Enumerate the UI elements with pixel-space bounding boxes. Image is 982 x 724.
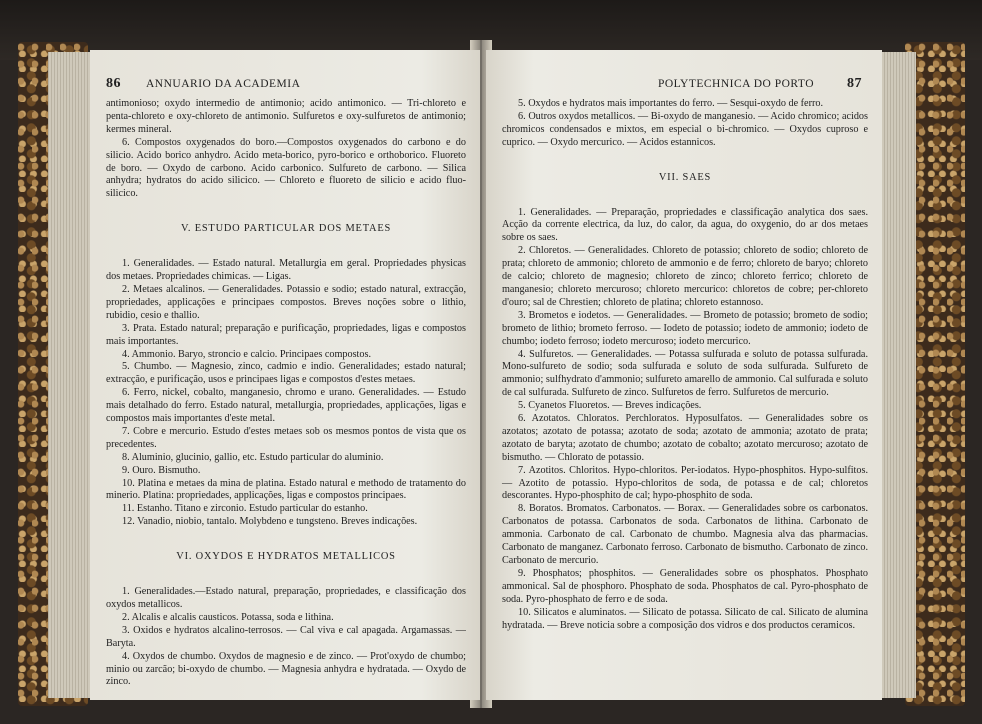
paragraph: 6. Outros oxydos metallicos. — Bi-oxydo de manganesio. — Acido chromico; acidos chromicos condensados e mixtos, em especial o bi-chromico. — Oxydos cuproso e cuprico. — Oxydo mercurico. — Acidos estannicos. xyxy=(502,110,868,148)
section-heading: VII. SAES xyxy=(658,171,712,183)
paragraph: 2. Metaes alcalinos. — Generalidades. Potassio e sodio; estado natural, extracção, propriedades, applicações e principaes compostos. Breves noções sobre o lithio, rubidio, cesio e thallio. xyxy=(106,283,466,321)
paragraph: 2. Alcalis e alcalis causticos. Potassa, soda e lithina. xyxy=(122,611,334,623)
paragraph: 7. Cobre e mercurio. Estudo d'estes metaes sob os mesmos pontos de vista que os precedentes. xyxy=(106,425,466,450)
paragraph: 4. Oxydos de chumbo. Oxydos de magnesio e de zinco. — Prot'oxydo de chumbo; minio ou zarcão; bi-oxydo de chumbo. — Magnesia anhydra e hydratada. — Oxydo de zinco. xyxy=(106,650,466,688)
page-body xyxy=(502,98,868,632)
page-number: 87 xyxy=(847,76,862,91)
page-header xyxy=(106,78,464,94)
paragraph: 6. Azotatos. Chloratos. Perchloratos. Hyposulfatos. — Generalidades sobre os azotatos; azotato de potassa; azotato de soda; azotato de ammonia; azotato de prata; azotato de baryta; azotato de chumbo; azotato de cobalto; azotato mercuroso; azotato de bismutho. — Chlorato de potassio. xyxy=(502,413,868,463)
paragraph: 5. Oxydos e hydratos mais importantes do ferro. — Sesqui-oxydo de ferro. xyxy=(518,98,823,109)
page-body xyxy=(106,98,466,689)
paragraph: 9. Phosphatos; phosphitos. — Generalidades sobre os phosphatos. Phosphato ammonical. Sal de phosphoro. Phosphato de soda. Phosphatos de cal. Pyro-phosphato de soda. Pyro-phosphato de ferro e de soda. xyxy=(502,567,868,605)
paragraph: 11. Estanho. Titano e zirconio. Estudo particular do estanho. xyxy=(122,503,368,515)
section-heading: V. ESTUDO PARTICULAR DOS METAES xyxy=(180,223,392,235)
paragraph: 1. Generalidades.—Estado natural, preparação, propriedades, e classificação dos oxydos metallicos. xyxy=(106,586,466,610)
paragraph: antimonioso; oxydo intermedio de antimonio; acido antimonico. — Tri-chloreto e penta-chloreto e oxy-chloreto de antimonio. Sulfuretos e oxy-sulfuretos de antimonio; kermes mineral. xyxy=(106,98,466,135)
paragraph: 12. Vanadio, niobio, tantalo. Molybdeno e tungsteno. Breves indicações. xyxy=(122,516,418,528)
paragraph: 8. Boratos. Bromatos. Carbonatos. — Borax. — Generalidades sobre os carbonatos. Carbonatos de potassa. Carbonatos de soda. Carbonatos de lithina. Carbonato de ammonia. Carbonato de cal. Carbonato de chumbo. Magnesia alva das pharmacias. Carbonato de manganez. Carbonato ferroso. Carbonato de bismutho. Carbonato de zinco. Carbonato de mercurio. xyxy=(502,503,868,566)
section-heading: VI. OXYDOS E HYDRATOS METALLICOS xyxy=(176,551,396,563)
paragraph: 5. Chumbo. — Magnesio, zinco, cadmio e indio. Generalidades; estado natural; extracção, e purificação, usos e principaes ligas e compostos d'estes metaes. xyxy=(106,361,466,386)
page-edges-right xyxy=(878,52,916,698)
paragraph: 10. Silicatos e aluminatos. — Silicato de potassa. Silicato de cal. Silicato de alumina hydratada. — Breve noticia sobre a composição dos vidros e dos productos ceramicos. xyxy=(502,606,868,631)
paragraph: 6. Compostos oxygenados do boro.—Compostos oxygenados do carbono e do silicio. Acido borico anhydro. Acido meta-borico, pyro-borico e orthoborico. Fluoreto de boro. — Oxydo de carbono. Acido carbonico. Sulfureto de carbono. — Silica anhydra; hydratos do acido silicico. — Chloreto e fluoreto de silicio e acido fluo-silicico. xyxy=(106,136,466,200)
page-edges-left xyxy=(48,52,94,698)
left-page xyxy=(90,50,480,700)
paragraph: 3. Oxidos e hydratos alcalino-terrosos. — Cal viva e cal apagada. Argamassas. — Baryta. xyxy=(106,624,466,649)
paragraph: 1. Generalidades. — Estado natural. Metallurgia em geral. Propriedades physicas dos metaes. Propriedades chimicas. — Ligas. xyxy=(106,258,466,283)
running-head: POLYTECHNICA DO PORTO xyxy=(657,78,814,90)
page-header xyxy=(502,78,866,94)
paragraph: 3. Brometos e iodetos. — Generalidades. — Brometo de potassio; brometo de sodio; brometo de lithio; brometo ferroso. — Iodeto de potassio; iodeto de ammonio; iodeto de chumbo; iodeto ferroso; iodeto mercuroso; iodeto mercurico. xyxy=(502,309,868,347)
paragraph: 4. Sulfuretos. — Generalidades. — Potassa sulfurada e soluto de potassa sulfurada. Mono-sulfureto de sodio; soda sulfurada e soluto de soda sulfurada. Sulfureto de ammonio; sulfhydrato d'ammonio; sulfureto amarello de ammonio. Cal sulfurada e soluto de cal sulfurada. Sulfureto de zinco. Sulfuretos de ferro. Sulfuretos de mercurio. xyxy=(502,348,868,399)
paragraph: 4. Ammonio. Baryo, stroncio e calcio. Principaes compostos. xyxy=(122,348,371,360)
paragraph: 10. Platina e metaes da mina de platina. Estado natural e methodo de tratamento do minerio. Platina: propriedades, applicações, ligas e compostos principaes. xyxy=(106,477,466,502)
paragraph: 8. Aluminio, glucinio, gallio, etc. Estudo particular do aluminio. xyxy=(122,451,384,463)
right-page xyxy=(486,50,882,700)
paragraph: 3. Prata. Estado natural; preparação e purificação, propriedades, ligas e compostos mais importantes. xyxy=(106,322,466,347)
running-head: ANNUARIO DA ACADEMIA xyxy=(146,78,301,90)
paragraph: 1. Generalidades. — Preparação, propriedades e classificação analytica dos saes. Acção da corrente electrica, da luz, do calor, da agua, do oxygenio, do ar dos metaes sobre os saes. xyxy=(502,206,868,244)
paragraph: 6. Ferro, nickel, cobalto, manganesio, chromo e urano. Generalidades. — Estudo mais detalhado do ferro. Estado natural, metallurgia, propriedades, applicações, ligas e compostos mais importantes d'este metal. xyxy=(106,387,466,425)
paragraph: 2. Chloretos. — Generalidades. Chloreto de potassio; chloreto de sodio; chloreto de prata; chloreto de ammonio; chloreto de ammonio e de ferro; chloreto de baryo; chloreto de calcio; chloreto de magnesio; chloreto de zinco; chloreto ferrico; chloreto de manganesio; chloreto mercuroso; chloreto mercurico: chloretos de cobre; per-chloreto d'ouro; sal de Chrestien; chloreto de platina; chloreto estannoso. xyxy=(502,245,868,308)
paragraph: 5. Cyanetos Fluoretos. — Breves indicações. xyxy=(518,400,702,412)
paragraph: 7. Azotitos. Chloritos. Hypo-chloritos. Per-iodatos. Hypo-phosphitos. Hypo-sulfitos. — Azotito de potassio. Hypo-chloritos de soda, de potassa e de cal; chloretos descorantes. Hypo-phosphito de cal; hypo-phosphito de soda. xyxy=(502,464,868,502)
paragraph: 9. Ouro. Bismutho. xyxy=(122,464,201,476)
page-number: 86 xyxy=(106,76,121,91)
